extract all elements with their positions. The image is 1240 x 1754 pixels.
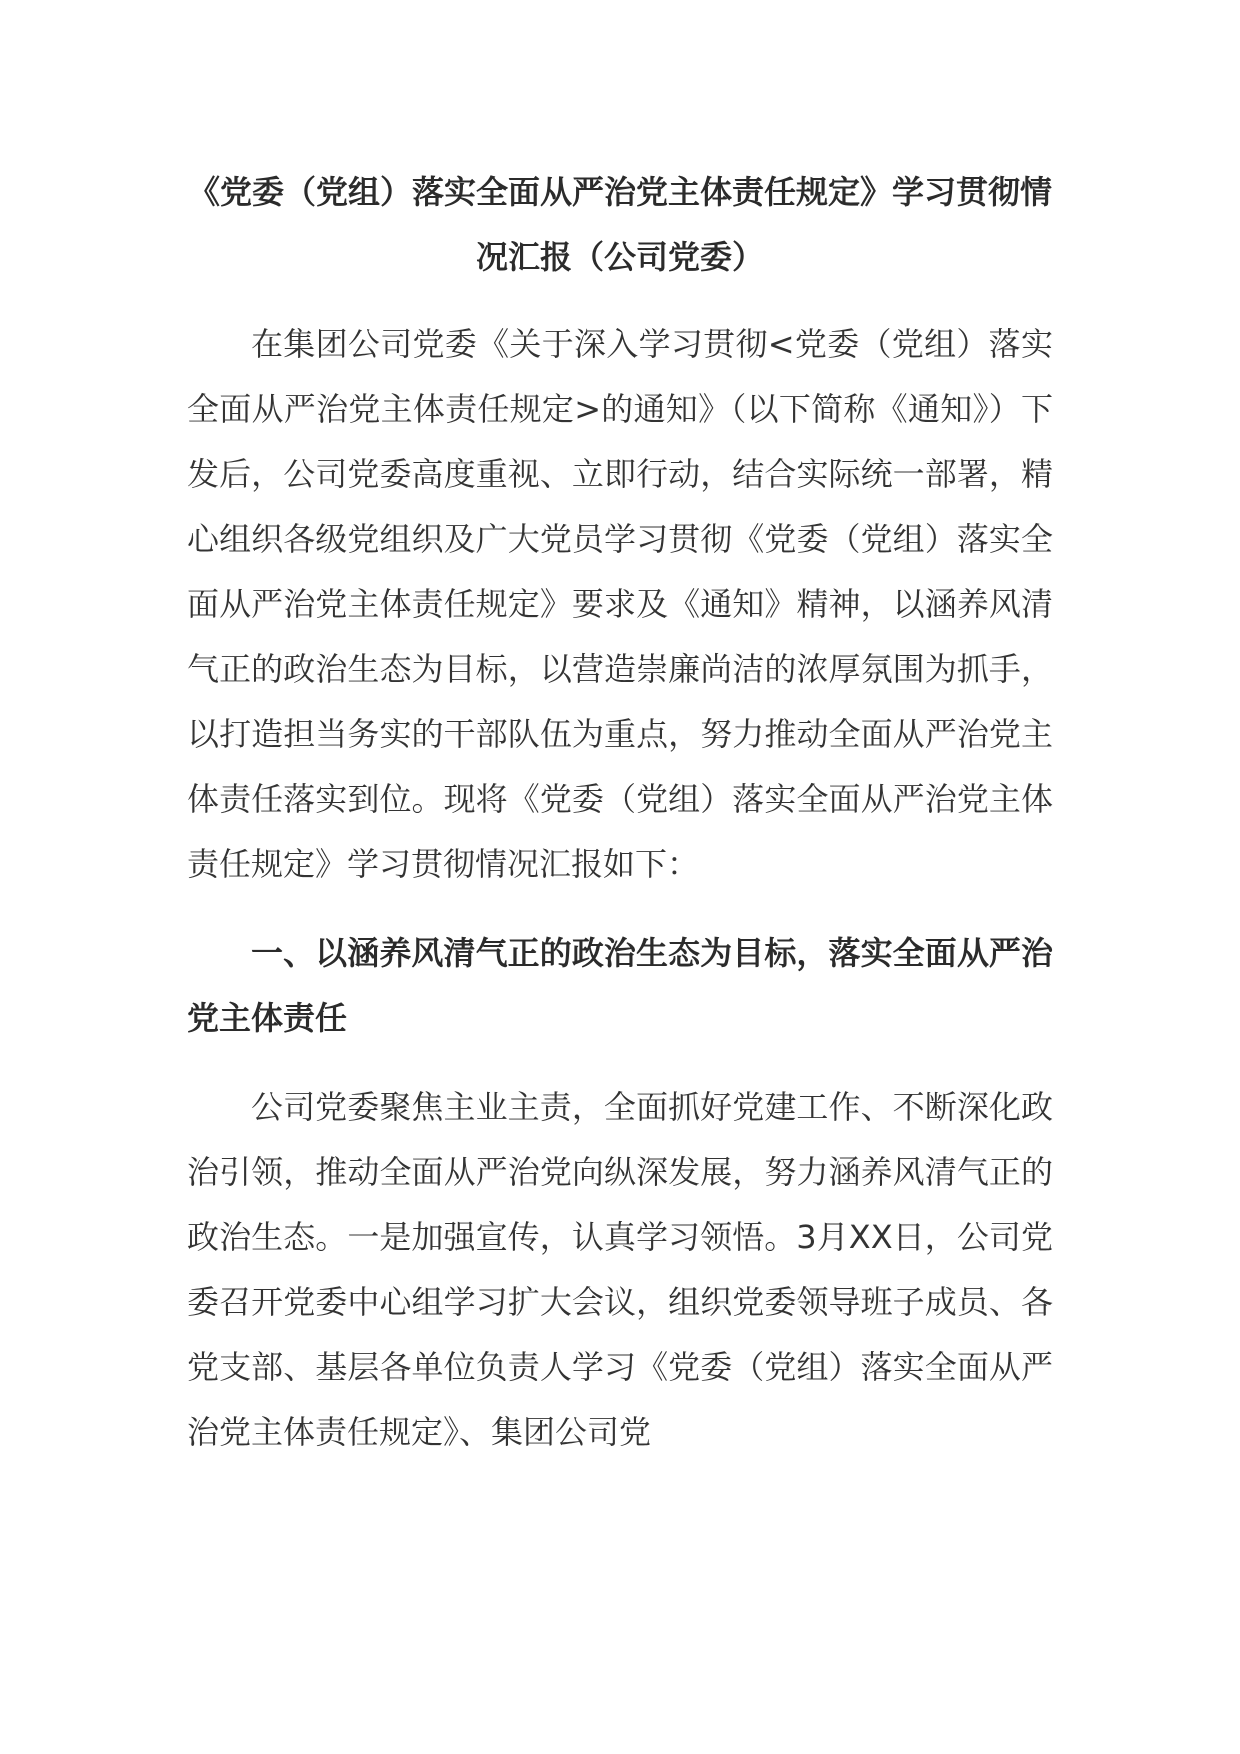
document-body xyxy=(187,160,1053,1465)
document-title: 《党委（党组）落实全面从严治党主体责任规定》学习贯彻情况汇报（公司党委） xyxy=(187,173,1052,276)
intro-paragraph: 在集团公司党委《关于深入学习贯彻<党委（党组）落实全面从严治党主体责任规定>的通知》（以下简称《通知》）下发后，公司党委高度重视、立即行动，结合实际统一部署，精心组织各级党组织及广大党员学习贯彻《党委（党组）落实全面从严治党主体责任规定》要求及《通知》精神，以涵养风清气正的政治生态为目标，以营造崇廉尚洁的浓厚氛围为抓手，以打造担当务实的干部队伍为重点，努力推动全面从严治党主体责任落实到位。现将《党委（党组）落实全面从严治党主体责任规定》学习贯彻情况汇报如下： xyxy=(187,325,1053,883)
section-paragraph: 公司党委聚焦主业主责，全面抓好党建工作、不断深化政治引领，推动全面从严治党向纵深发展，努力涵养风清气正的政治生态。一是加强宣传，认真学习领悟。3月XX日，公司党委召开党委中心组学习扩大会议，组织党委领导班子成员、各党支部、基层各单位负责人学习《党委（党组）落实全面从严治党主体责任规定》、集团公司党 xyxy=(187,1088,1053,1451)
section-heading: 一、以涵养风清气正的政治生态为目标，落实全面从严治党主体责任 xyxy=(187,934,1053,1037)
